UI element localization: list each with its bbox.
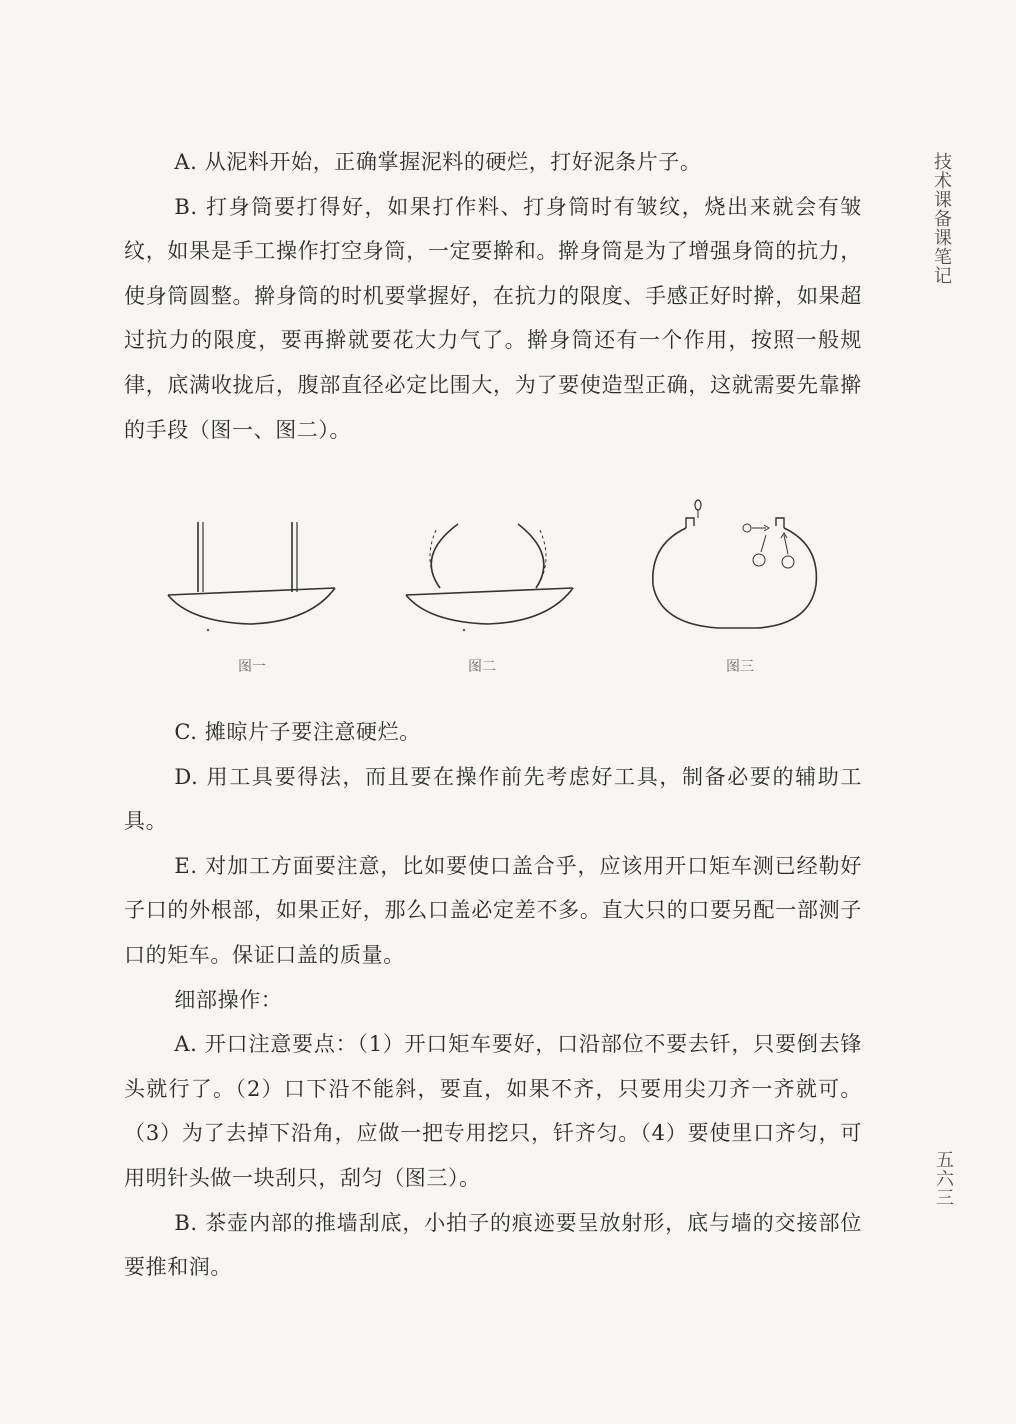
section-2-text <box>124 710 862 1290</box>
paragraph-d: D. 用工具要得法，而且要在操作前先考虑好工具，制备必要的辅助工具。 <box>124 764 862 834</box>
figure-3-caption: 图三 <box>726 659 754 675</box>
figure-3-drawing <box>638 490 838 650</box>
figure-2-drawing <box>398 500 598 660</box>
figure-1-caption: 图一 <box>238 659 266 675</box>
side-running-title: 技术课备课笔记 <box>931 152 952 285</box>
figures-row <box>150 490 830 690</box>
figure-1-drawing <box>160 500 360 660</box>
figure-2-caption: 图二 <box>468 659 496 675</box>
paragraph-detail-a: A. 开口注意要点：（1）开口矩车要好，口沿部位不要去钎，只要倒去锋头就行了。（2）口下沿不能斜，要直，如果不齐，只要用尖刀齐一齐就可。（3）为了去掉下沿角，应做一把专用挖只，钎齐匀。（4）要使里口齐匀，可用明针头做一块刮只，刮匀（图三）。 <box>124 1032 862 1190</box>
subheading-detail-ops: 细部操作： <box>174 987 283 1012</box>
page-number: 五六三 <box>933 1150 954 1207</box>
paragraph-e: E. 对加工方面要注意，比如要使口盖合乎，应该用开口矩车测已经勒好子口的外根部，如果正好，那么口盖必定差不多。直大只的口要另配一部测子口的矩车。保证口盖的质量。 <box>124 853 862 967</box>
paragraph-c: C. 摊晾片子要注意硬烂。 <box>174 720 421 744</box>
paragraph-b: B. 打身筒要打得好，如果打作料、打身筒时有皱纹，烧出来就会有皱纹，如果是手工操作打空身筒，一定要擀和。擀身筒是为了增强身筒的抗力，使身筒圆整。擀身筒的时机要掌握好，在抗力的限度、手感正好时擀，如果超过抗力的限度，要再擀就要花大力气了。擀身筒还有一个作用，按照一般规律，底满收拢后，腹部直径必定比围大，为了要使造型正确，这就需要先靠擀的手段（图一、图二）。 <box>124 194 862 442</box>
paragraph-detail-b: B. 茶壶内部的推墙刮底，小拍子的痕迹要呈放射形，底与墙的交接部位要推和润。 <box>124 1210 862 1280</box>
paragraph-a: A. 从泥料开始，正确掌握泥料的硬烂，打好泥条片子。 <box>174 150 702 174</box>
section-1-text <box>124 140 862 452</box>
